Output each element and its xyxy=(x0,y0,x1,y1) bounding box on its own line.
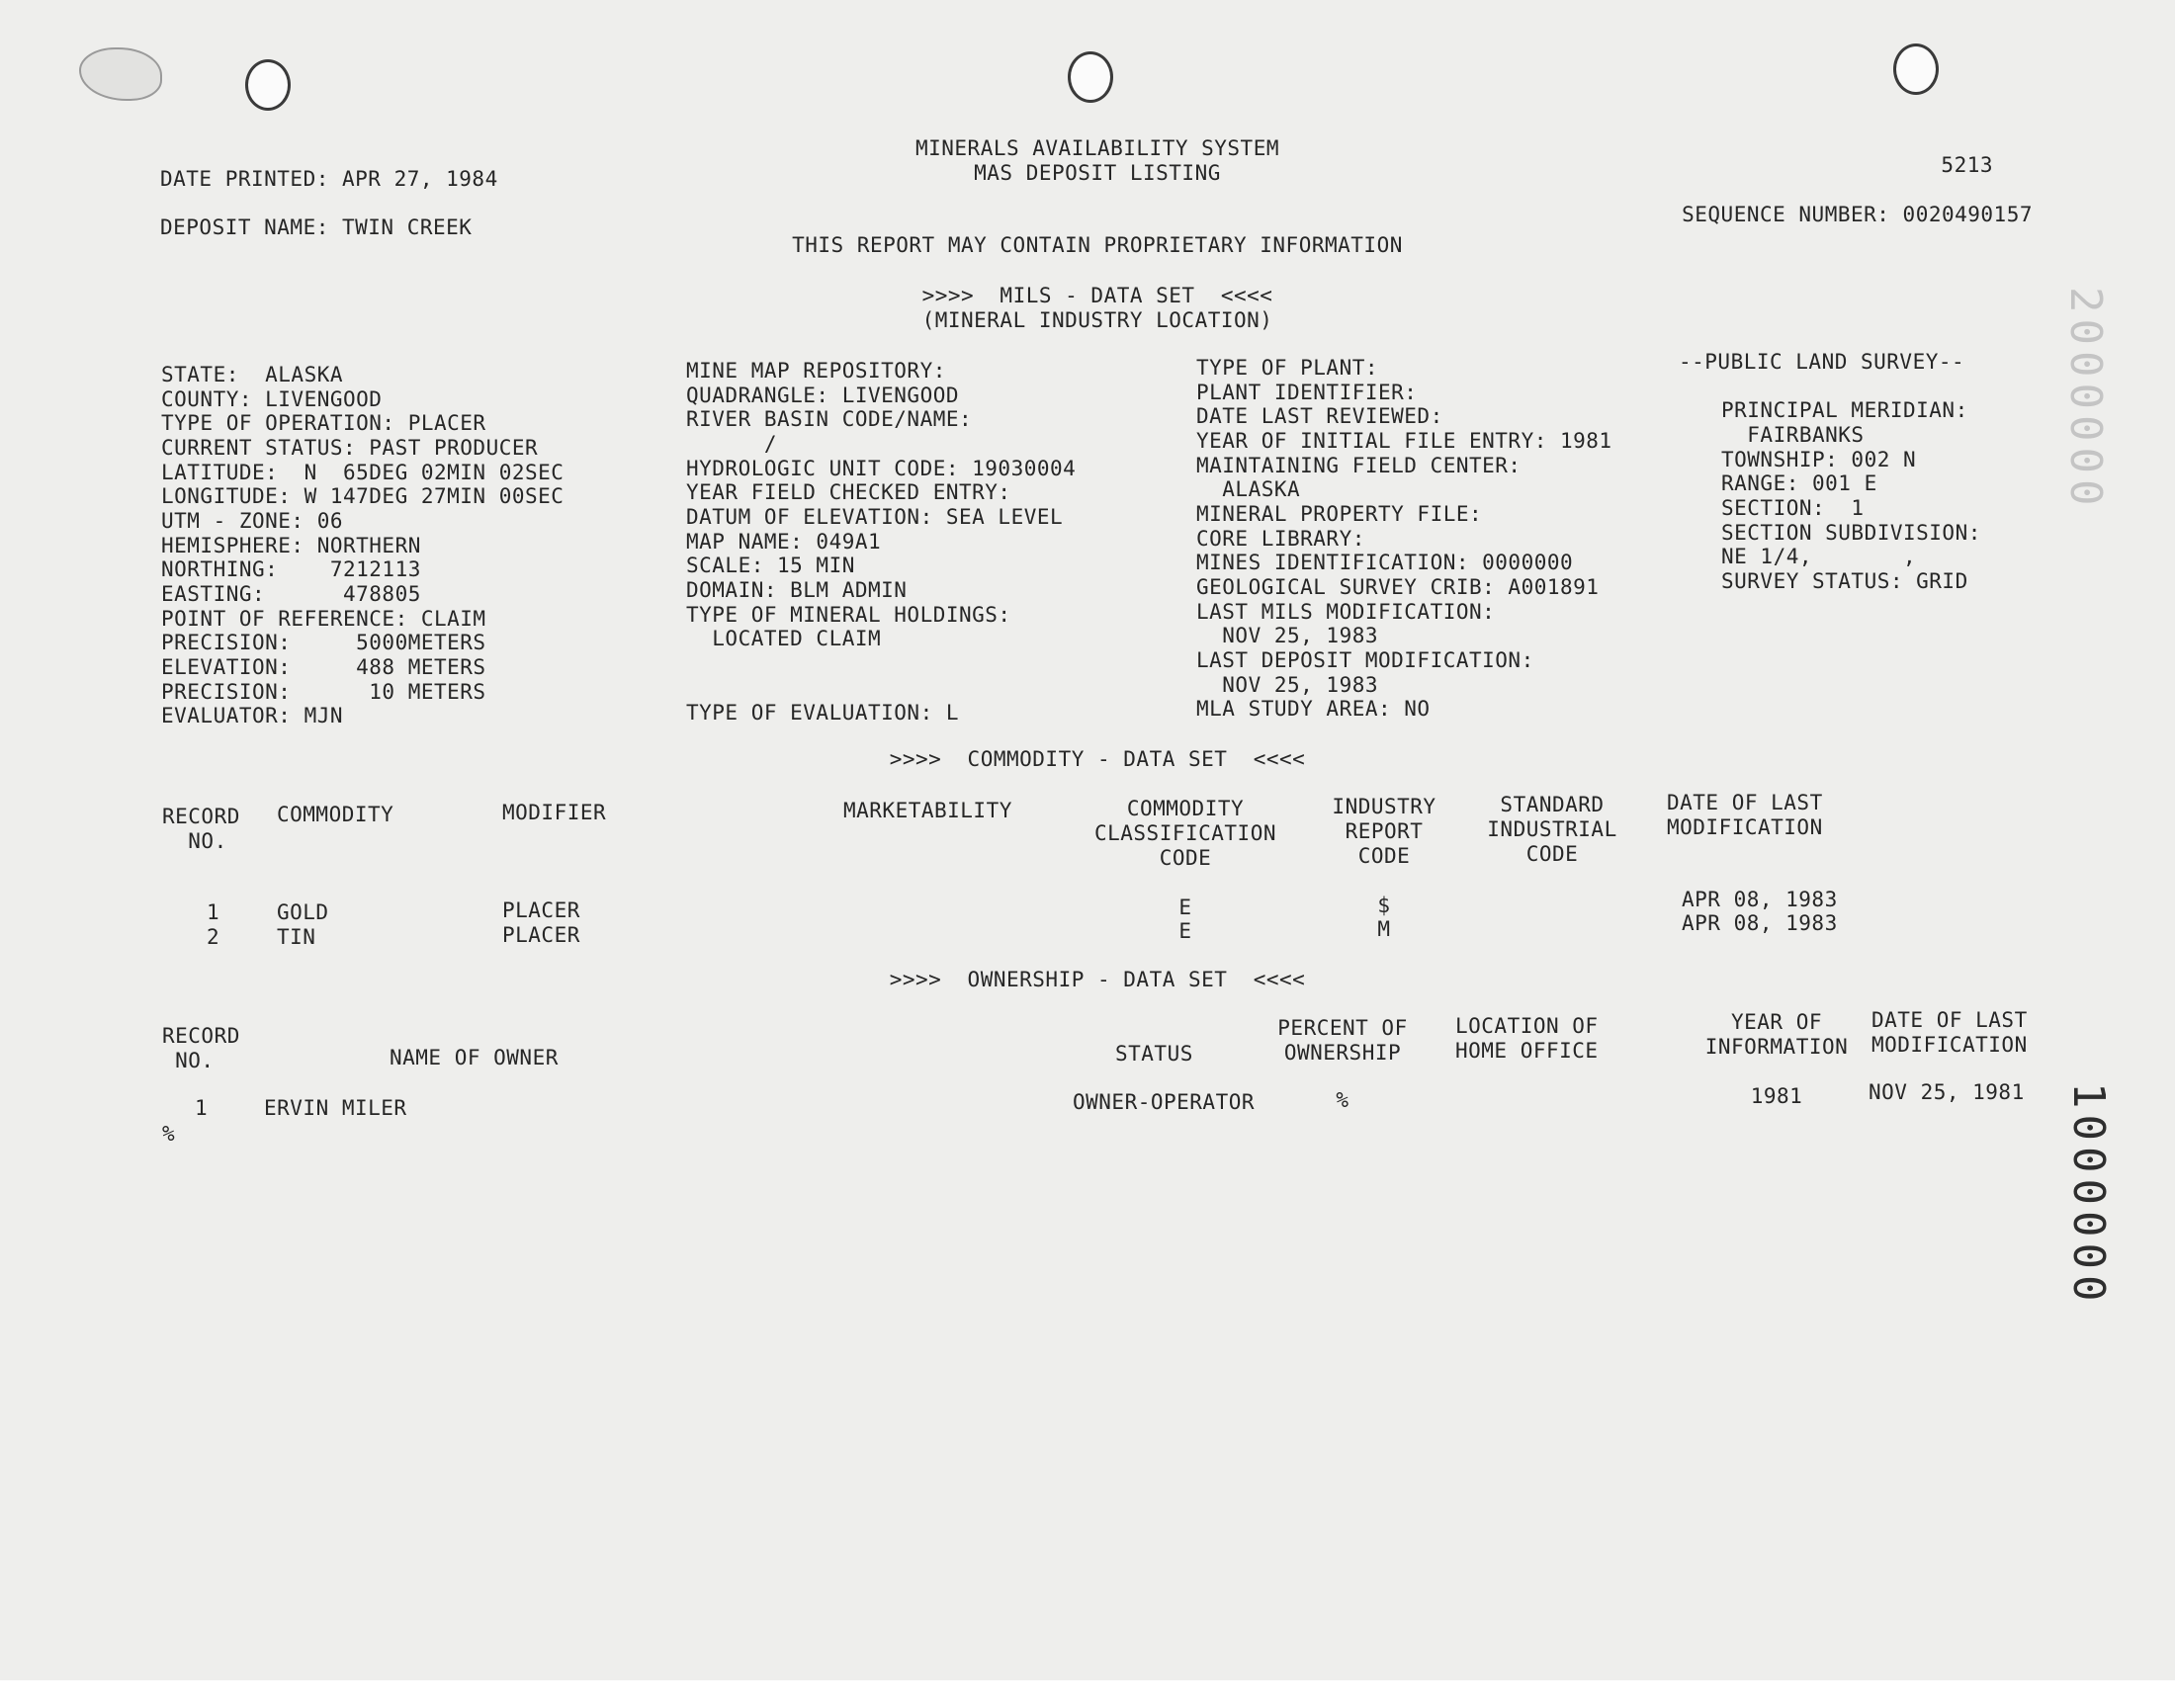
field-evaluator: EVALUATOR: MJN xyxy=(161,704,344,727)
field-mineral-holdings: TYPE OF MINERAL HOLDINGS: xyxy=(686,603,1011,627)
commodity-date-modified: APR 08, 1983 xyxy=(1682,911,1838,935)
field-mineral-holdings-value: LOCATED CLAIM xyxy=(686,627,882,650)
commodity-col-sic: STANDARD INDUSTRIAL CODE xyxy=(1487,793,1617,866)
field-mine-map-repository: MINE MAP REPOSITORY: xyxy=(686,359,946,383)
commodity-industry-code: M xyxy=(1377,917,1391,941)
commodity-heading: >>>> COMMODITY - DATA SET <<<< xyxy=(889,747,1306,771)
ownership-record-no: 1 xyxy=(195,1096,209,1120)
commodity-record-no: 2 xyxy=(207,925,220,949)
field-elevation: ELEVATION: 488 METERS xyxy=(161,655,486,679)
field-section-subdivision-value: NE 1/4, , xyxy=(1721,545,1917,568)
commodity-col-classification: COMMODITY CLASSIFICATION CODE xyxy=(1093,797,1276,870)
field-mines-identification: MINES IDENTIFICATION: 0000000 xyxy=(1196,551,1574,574)
field-state: STATE: ALASKA xyxy=(161,363,344,386)
field-last-mils-modification-date: NOV 25, 1983 xyxy=(1196,624,1379,647)
survey-heading: --PUBLIC LAND SURVEY-- xyxy=(1679,350,1965,374)
field-section-subdivision: SECTION SUBDIVISION: xyxy=(1721,521,1981,545)
field-precision: PRECISION: 5000METERS xyxy=(161,631,486,654)
ownership-col-year: YEAR OF INFORMATION xyxy=(1704,1010,1849,1059)
field-datum-of-elevation: DATUM OF ELEVATION: SEA LEVEL xyxy=(686,505,1064,529)
field-county: COUNTY: LIVENGOOD xyxy=(161,387,383,411)
field-scale: SCALE: 15 MIN xyxy=(686,554,855,577)
field-point-of-reference: POINT OF REFERENCE: CLAIM xyxy=(161,607,486,631)
owner-year: 1981 xyxy=(1750,1084,1803,1108)
commodity-industry-code: $ xyxy=(1377,894,1391,917)
field-last-mils-modification: LAST MILS MODIFICATION: xyxy=(1196,600,1496,624)
field-hydrologic-unit: HYDROLOGIC UNIT CODE: 19030004 xyxy=(686,457,1077,480)
ownership-col-status: STATUS xyxy=(1115,1042,1193,1066)
field-maintaining-center: MAINTAINING FIELD CENTER: xyxy=(1196,454,1522,477)
field-township: TOWNSHIP: 002 N xyxy=(1721,448,1917,471)
field-year-initial-entry: YEAR OF INITIAL FILE ENTRY: 1981 xyxy=(1196,429,1612,453)
owner-status: OWNER-OPERATOR xyxy=(1073,1090,1256,1114)
punch-hole-right xyxy=(1893,43,1939,95)
stamp-number-bottom: 1000000 xyxy=(2063,1082,2114,1308)
ownership-col-date-modified: DATE OF LAST MODIFICATION xyxy=(1871,1008,2028,1057)
commodity-classification: E xyxy=(1178,919,1192,943)
field-last-deposit-modification: LAST DEPOSIT MODIFICATION: xyxy=(1196,648,1534,672)
field-type-of-evaluation: TYPE OF EVALUATION: L xyxy=(686,701,960,725)
owner-name: ERVIN MILER xyxy=(264,1096,407,1120)
ownership-heading: >>>> OWNERSHIP - DATA SET <<<< xyxy=(889,968,1306,991)
field-type-of-plant: TYPE OF PLANT: xyxy=(1196,356,1379,380)
date-printed: DATE PRINTED: APR 27, 1984 xyxy=(160,167,498,191)
ownership-col-owner: NAME OF OWNER xyxy=(390,1046,559,1069)
field-principal-meridian: PRINCIPAL MERIDIAN: xyxy=(1721,398,1968,422)
field-river-basin-value: / xyxy=(686,432,778,456)
field-quadrangle: QUADRANGLE: LIVENGOOD xyxy=(686,384,960,407)
commodity-classification: E xyxy=(1178,896,1192,919)
field-longitude: LONGITUDE: W 147DEG 27MIN 00SEC xyxy=(161,484,565,508)
listing-title: MAS DEPOSIT LISTING xyxy=(974,161,1221,185)
field-latitude: LATITUDE: N 65DEG 02MIN 02SEC xyxy=(161,461,565,484)
commodity-modifier: PLACER xyxy=(502,923,580,947)
ownership-footnote: % xyxy=(162,1122,176,1146)
field-map-name: MAP NAME: 049A1 xyxy=(686,530,882,554)
field-current-status: CURRENT STATUS: PAST PRODUCER xyxy=(161,436,539,460)
field-geological-survey-crib: GEOLOGICAL SURVEY CRIB: A001891 xyxy=(1196,575,1600,599)
ink-smudge xyxy=(79,47,162,101)
stamp-number-top: 2000000 xyxy=(2060,287,2111,512)
proprietary-notice: THIS REPORT MAY CONTAIN PROPRIETARY INFORMATION xyxy=(792,233,1403,257)
commodity-col-industry-code: INDUSTRY REPORT CODE xyxy=(1332,795,1436,868)
field-hemisphere: HEMISPHERE: NORTHERN xyxy=(161,534,421,557)
commodity-col-record: RECORD NO. xyxy=(162,805,240,853)
field-operation-type: TYPE OF OPERATION: PLACER xyxy=(161,411,486,435)
field-mineral-property-file: MINERAL PROPERTY FILE: xyxy=(1196,502,1483,526)
ownership-col-home-office: LOCATION OF HOME OFFICE xyxy=(1455,1014,1599,1063)
commodity-col-modifier: MODIFIER xyxy=(502,801,607,824)
mils-subheading: (MINERAL INDUSTRY LOCATION) xyxy=(921,308,1273,332)
system-title: MINERALS AVAILABILITY SYSTEM xyxy=(914,136,1279,160)
commodity-col-date-modified: DATE OF LAST MODIFICATION xyxy=(1667,791,1823,839)
field-mla-study-area: MLA STUDY AREA: NO xyxy=(1196,697,1431,721)
mils-heading: >>>> MILS - DATA SET <<<< xyxy=(921,284,1273,307)
field-date-last-reviewed: DATE LAST REVIEWED: xyxy=(1196,404,1443,428)
field-easting: EASTING: 478805 xyxy=(161,582,421,606)
commodity-name: TIN xyxy=(277,925,316,949)
field-survey-status: SURVEY STATUS: GRID xyxy=(1721,569,1968,593)
field-section: SECTION: 1 xyxy=(1721,496,1865,520)
field-principal-meridian-value: FAIRBANKS xyxy=(1721,423,1865,447)
punch-hole-left xyxy=(245,59,291,111)
owner-date-modified: NOV 25, 1981 xyxy=(1869,1080,2025,1104)
field-core-library: CORE LIBRARY: xyxy=(1196,527,1365,551)
commodity-name: GOLD xyxy=(277,900,329,924)
ownership-col-record: RECORD NO. xyxy=(162,1024,240,1072)
punch-hole-center xyxy=(1068,51,1113,103)
commodity-record-no: 1 xyxy=(207,900,220,924)
field-year-field-checked: YEAR FIELD CHECKED ENTRY: xyxy=(686,480,1011,504)
deposit-name: DEPOSIT NAME: TWIN CREEK xyxy=(160,215,473,239)
field-range: RANGE: 001 E xyxy=(1721,471,1877,495)
field-river-basin: RIVER BASIN CODE/NAME: xyxy=(686,407,973,431)
field-maintaining-center-value: ALASKA xyxy=(1196,477,1301,501)
page-number: 5213 xyxy=(1941,153,1993,177)
field-utm-zone: UTM - ZONE: 06 xyxy=(161,509,344,533)
field-last-deposit-modification-date: NOV 25, 1983 xyxy=(1196,673,1379,697)
commodity-col-marketability: MARKETABILITY xyxy=(843,799,1012,822)
sequence-number: SEQUENCE NUMBER: 0020490157 xyxy=(1682,203,2033,226)
commodity-col-commodity: COMMODITY xyxy=(277,803,394,826)
field-domain: DOMAIN: BLM ADMIN xyxy=(686,578,908,602)
field-elevation-precision: PRECISION: 10 METERS xyxy=(161,680,486,704)
field-plant-identifier: PLANT IDENTIFIER: xyxy=(1196,381,1418,404)
ownership-col-percent: PERCENT OF OWNERSHIP xyxy=(1277,1016,1408,1065)
owner-percent: % xyxy=(1336,1088,1349,1112)
commodity-date-modified: APR 08, 1983 xyxy=(1682,888,1838,911)
field-northing: NORTHING: 7212113 xyxy=(161,557,421,581)
commodity-modifier: PLACER xyxy=(502,898,580,922)
